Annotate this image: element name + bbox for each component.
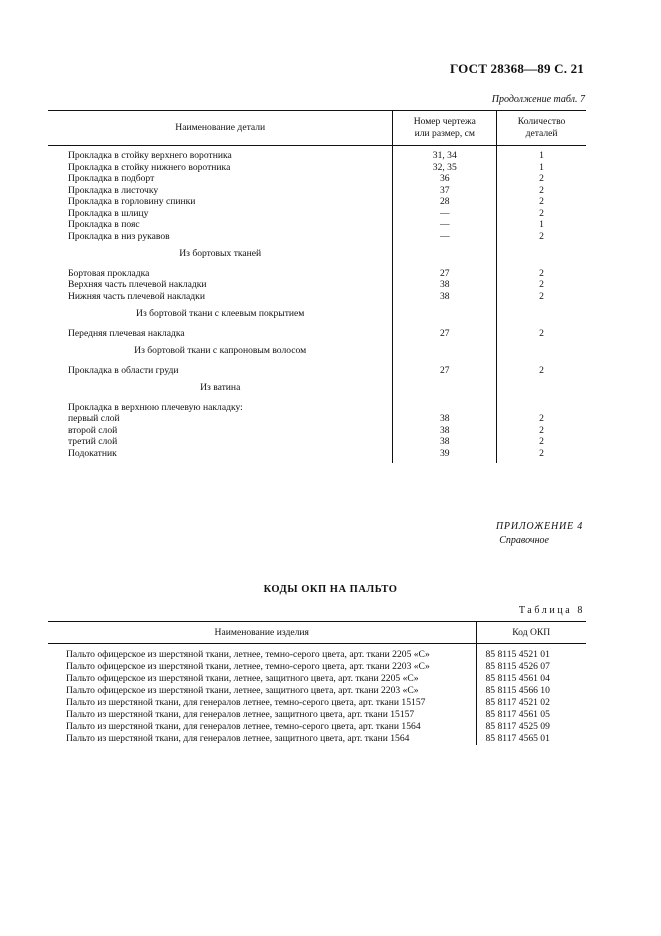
table-row	[48, 685, 586, 697]
section-heading: Из бортовой ткани с капроновым волосом	[134, 345, 307, 356]
column-header-qty	[497, 111, 586, 146]
appendix-title: КОДЫ ОКП НА ПАЛЬТО	[263, 584, 398, 595]
table-row	[48, 279, 586, 291]
product-name: Пальто из шерстяной ткани, для генералов летнее, темно-серого цвета, арт. ткани 1564	[66, 721, 421, 732]
drawing-number: 28	[393, 196, 497, 208]
table-header-row	[48, 111, 586, 146]
part-name: Прокладка в стойку нижнего воротника	[68, 161, 231, 173]
part-quantity: 2	[497, 231, 586, 243]
okp-code: 85 8115 4566 10	[476, 685, 586, 697]
table-row	[48, 425, 586, 437]
table-row	[48, 365, 586, 377]
okp-code: 85 8115 4561 04	[476, 673, 586, 685]
part-name: Нижняя часть плечевой накладки	[68, 290, 205, 302]
part-name: Прокладка в шлицу	[68, 207, 149, 219]
part-quantity: 2	[497, 196, 586, 208]
table-row	[48, 413, 586, 425]
drawing-number: 27	[393, 268, 497, 280]
part-quantity: 2	[497, 291, 586, 303]
appendix-label: ПРИЛОЖЕНИЕ 4	[495, 521, 583, 532]
part-name: Прокладка в области груди	[68, 364, 179, 376]
part-name: второй слой	[68, 424, 118, 436]
table-row	[48, 185, 586, 197]
part-quantity: 2	[497, 173, 586, 185]
column-header-drawing	[393, 111, 497, 146]
okp-code: 85 8115 4521 01	[476, 644, 586, 662]
part-name: Прокладка в пояс	[68, 219, 140, 230]
product-name: Пальто офицерское из шерстяной ткани, летнее, защитного цвета, арт. ткани 2205 «С»	[66, 673, 419, 684]
table-continuation-label: Продолжение табл. 7	[491, 94, 585, 105]
column-header-drawing-line2: или размер, см	[414, 128, 475, 139]
section-heading: Из бортовой ткани с клеевым покрытием	[136, 308, 305, 319]
table-row	[48, 709, 586, 721]
drawing-number: 27	[393, 328, 497, 340]
table-row	[48, 231, 586, 243]
part-name: первый слой	[68, 413, 120, 424]
part-quantity: 2	[497, 208, 586, 220]
table-row	[48, 328, 586, 340]
okp-code: 85 8115 4526 07	[476, 661, 586, 673]
part-quantity: 1	[497, 219, 586, 231]
table-row	[48, 661, 586, 673]
part-quantity: 1	[497, 162, 586, 174]
table-row	[48, 162, 586, 174]
table-header-row	[48, 622, 586, 644]
table-row	[48, 673, 586, 685]
column-header-code: Код ОКП	[476, 622, 586, 644]
part-name: Прокладка в горловину спинки	[68, 196, 196, 207]
okp-code: 85 8117 4525 09	[476, 721, 586, 733]
part-quantity: 2	[497, 279, 586, 291]
okp-codes-table	[48, 621, 586, 745]
section-heading: Из ватина	[200, 382, 241, 393]
part-name: Прокладка в стойку верхнего воротника	[68, 150, 232, 161]
okp-code: 85 8117 4521 02	[476, 697, 586, 709]
section-row	[48, 376, 586, 402]
okp-code: 85 8117 4561 05	[476, 709, 586, 721]
table-row	[48, 146, 586, 162]
table-row	[48, 291, 586, 303]
table-row	[48, 173, 586, 185]
part-quantity: 2	[497, 436, 586, 448]
drawing-number: 38	[393, 425, 497, 437]
column-header-product: Наименование изделия	[48, 622, 476, 644]
table-row	[48, 219, 586, 231]
part-quantity: 2	[497, 328, 586, 340]
column-header-name: Наименование детали	[48, 111, 393, 146]
table-row	[48, 733, 586, 745]
section-row	[48, 339, 586, 365]
drawing-number: 27	[393, 365, 497, 377]
drawing-number: —	[393, 219, 497, 231]
product-name: Пальто из шерстяной ткани, для генералов летнее, защитного цвета, арт. ткани 15157	[66, 709, 415, 720]
drawing-number: 38	[393, 279, 497, 291]
table-row	[48, 402, 586, 414]
drawing-number: 38	[393, 436, 497, 448]
part-name: Прокладка в подборт	[68, 173, 155, 184]
table-row	[48, 721, 586, 733]
product-name: Пальто из шерстяной ткани, для генералов летнее, защитного цвета, арт. ткани 1564	[66, 733, 410, 744]
product-name: Пальто офицерское из шерстяной ткани, летнее, темно-серого цвета, арт. ткани 2203 «С»	[66, 661, 430, 672]
table-row	[48, 208, 586, 220]
okp-code: 85 8117 4565 01	[476, 733, 586, 745]
part-name: Верхняя часть плечевой накладки	[68, 279, 207, 290]
part-quantity: 2	[497, 185, 586, 197]
table-row	[48, 697, 586, 709]
page-header: ГОСТ 28368—89 С. 21	[450, 61, 584, 76]
table-row	[48, 644, 586, 662]
part-quantity: 2	[497, 365, 586, 377]
drawing-number: —	[393, 208, 497, 220]
table-row	[48, 268, 586, 280]
part-name: Передняя плечевая накладка	[68, 327, 185, 339]
drawing-number: 39	[393, 448, 497, 464]
column-header-qty-line2: деталей	[525, 128, 558, 139]
part-name: Прокладка в верхнюю плечевую накладку:	[68, 401, 243, 413]
drawing-number: 36	[393, 173, 497, 185]
section-heading: Из бортовых тканей	[179, 248, 262, 259]
column-header-qty-line1: Количество	[517, 116, 566, 127]
table-label: Таблица 8	[518, 605, 585, 616]
part-quantity: 2	[497, 268, 586, 280]
part-name: Бортовая прокладка	[68, 267, 150, 279]
section-row	[48, 302, 586, 328]
drawing-number: —	[393, 231, 497, 243]
part-quantity: 2	[497, 425, 586, 437]
drawing-number: 38	[393, 291, 497, 303]
part-name: Подокатник	[68, 447, 117, 459]
drawing-number: 38	[393, 413, 497, 425]
table-row	[48, 196, 586, 208]
part-name: Прокладка в низ рукавов	[68, 230, 170, 242]
column-header-drawing-line1: Номер чертежа	[413, 116, 476, 127]
product-name: Пальто офицерское из шерстяной ткани, летнее, темно-серого цвета, арт. ткани 2205 «С»	[66, 649, 430, 660]
part-name: Прокладка в листочку	[68, 184, 159, 196]
table-row	[48, 436, 586, 448]
drawing-number: 31, 34	[393, 146, 497, 162]
part-name: третий слой	[68, 436, 118, 447]
drawing-number: 32, 35	[393, 162, 497, 174]
product-name: Пальто офицерское из шерстяной ткани, летнее, защитного цвета, арт. ткани 2203 «С»	[66, 685, 419, 696]
drawing-number: 37	[393, 185, 497, 197]
section-row	[48, 242, 586, 268]
part-quantity: 1	[497, 146, 586, 162]
appendix-type: Справочное	[499, 535, 549, 546]
part-quantity: 2	[497, 448, 586, 464]
part-quantity: 2	[497, 413, 586, 425]
table-row	[48, 448, 586, 464]
parts-table	[48, 110, 586, 463]
product-name: Пальто из шерстяной ткани, для генералов летнее, темно-серого цвета, арт. ткани 15157	[66, 697, 426, 708]
